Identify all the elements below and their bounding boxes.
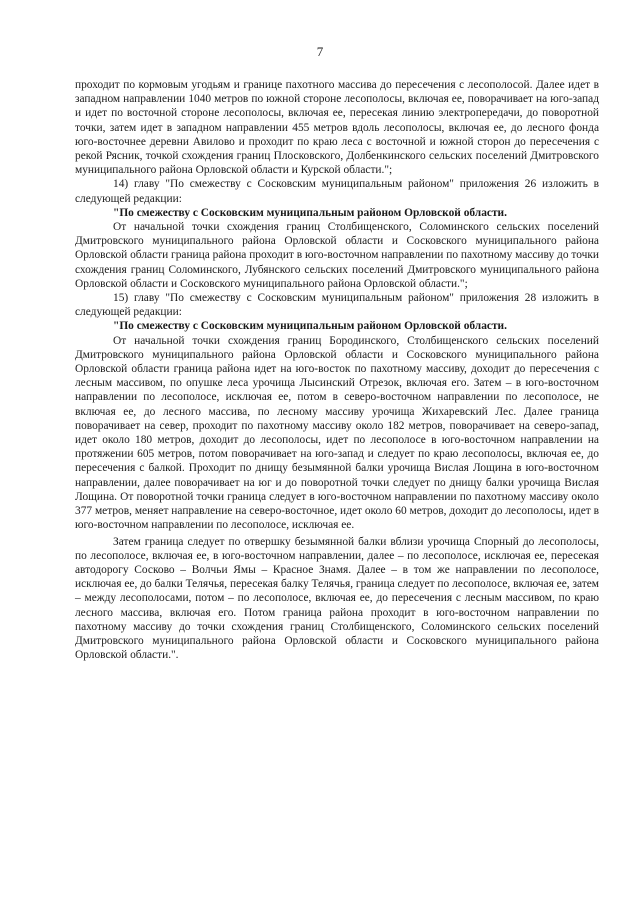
section-heading-2: "По смежеству с Сосковским муниципальным районом Орловской области. <box>113 320 507 333</box>
section-heading-1: "По смежеству с Сосковским муниципальным районом Орловской области. <box>113 206 507 219</box>
paragraph-item-15: 15) главу "По смежеству с Сосковским муниципальным районом" приложения 28 изложить в следующей редакции: <box>75 292 599 319</box>
document-body <box>75 78 599 662</box>
paragraph-section-2-text: От начальной точки схождения границ Бородинского, Столбищенского сельских поселений Дмитровского муниципального района Орловской области и Сосковского муниципального района Орловской области граница района идет на юго-восток по пахотному массиву, доходит до пересечения с лесным массивом, по опушке леса урочища Лысинский Отрезок, включая его. Затем – в юго-восточном направлении по лесополосе, исключая ее, потом в северо-восточном направлении по лесополосе, не включая ее, до лесного массива, по лесному массиву урочища Жихаревский Лес. Далее граница поворачивает на север, проходит по пахотному массиву около 182 метров, поворачивает на северо-запад, идет около 180 метров, доходит до лесополосы, идет по лесополосе в юго-восточном направлении на протяжении 605 метров, потом поворачивает на юго-запад и следует по краю лесополосы, включая ее, до пересечения с балкой. Проходит по днищу безымянной балки урочища Вислая Лощина в юго-восточном направлении, далее поворачивает на юг и до поворотной точки следует по днищу балки урочища Вислая Лощина. От поворотной точки граница следует в юго-восточном направлении по пахотному массиву около 377 метров, меняет направление на северо-восточное, идет около 60 метров, доходит до лесополосы, идет в юго-восточном направлении по лесополосе, исключая ее. <box>75 334 599 532</box>
paragraph-item-14: 14) главу "По смежеству с Сосковским муниципальным районом" приложения 26 изложить в следующей редакции: <box>75 178 599 205</box>
paragraph-section-2-continued: Затем граница следует по отвершку безымянной балки вблизи урочища Спорный до лесополосы, по лесополосе, включая ее, в юго-восточном направлении, далее – по лесополосе, исключая ее, пересекая автодорогу Сосково – Волчьи Ямы – Красное Знамя. Далее – в том же направлении по лесополосе, исключая ее, до балки Телячья, пересекая балку Телячья, граница следует по лесополосе, включая ее, затем – между лесополосами, потом – по лесополосе, включая ее, до пересечения с лесным массивом, по краю лесного массива, включая его. Потом граница района проходит в юго-восточном направлении по пахотному массиву до точки схождения границ Столбищенского, Соломинского сельских поселений Дмитровского муниципального района Орловской области и Сосковского муниципального района Орловской области.". <box>75 535 599 662</box>
paragraph-section-1-text: От начальной точки схождения границ Столбищенского, Соломинского сельских поселений Дмитровского муниципального района Орловской области и Сосковского муниципального района Орловской области граница района проходит в юго-восточном направлении по пахотному массиву до точки схождения границ Соломинского, Лубянского сельских поселений Дмитровского муниципального района Орловской области и Сосковского муниципального района Орловской области."; <box>75 221 599 290</box>
page-number: 7 <box>316 44 324 59</box>
paragraph-continuation: проходит по кормовым угодьям и границе пахотного массива до пересечения с лесополосой. Далее идет в западном направлении 1040 метров по южной стороне лесополосы, включая ее, поворачивает на юго-запад и идет по восточной стороне лесополосы, включая ее, пересекая линию электропередачи, до поворотной точки, затем идет в западном направлении 455 метров вдоль лесополосы, включая ее, до лесного фонда юго-восточнее деревни Авилово и проходит по краю леса с восточной и южной сторон до пересечения с рекой Рясник, точкой схождения границ Плосковского, Долбенкинского сельских поселений Дмитровского муниципального района Орловской области и Курской области."; <box>75 79 599 177</box>
